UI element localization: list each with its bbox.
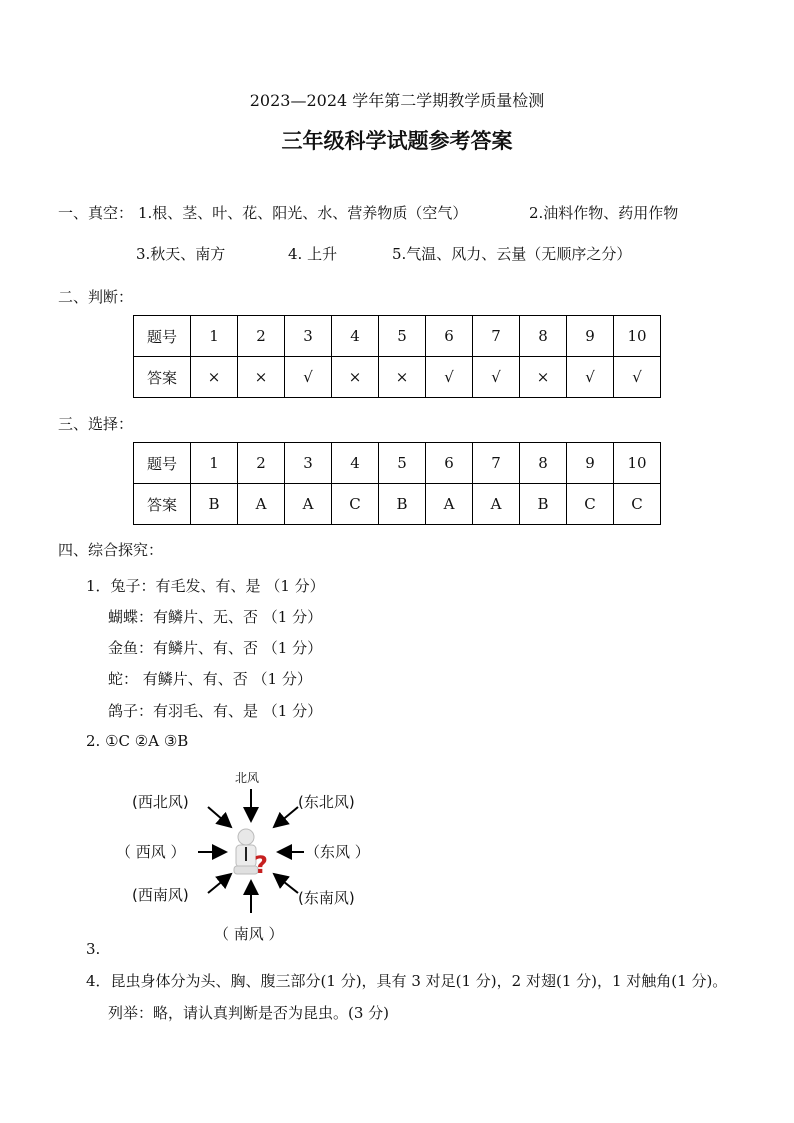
table-cell: 7 xyxy=(473,316,520,357)
table-cell: 5 xyxy=(379,316,426,357)
table-cell: C xyxy=(567,484,614,525)
table-cell: C xyxy=(332,484,379,525)
table-cell: 7 xyxy=(473,443,520,484)
arrow-southwest xyxy=(208,874,231,893)
table-cell: √ xyxy=(473,357,520,398)
table-cell: 4 xyxy=(332,316,379,357)
table-cell: 9 xyxy=(567,316,614,357)
wind-label-east: （东风 ） xyxy=(305,843,370,861)
wind-label-southwest: (西南风) xyxy=(132,886,189,904)
row-header-number: 题号 xyxy=(134,443,191,484)
q2-answer: 2. ①C ②A ③B xyxy=(86,732,189,750)
table-cell: × xyxy=(238,357,285,398)
wind-label-south: （ 南风 ） xyxy=(214,925,284,943)
wind-label-northeast: (东北风) xyxy=(298,793,355,811)
table-cell: 3 xyxy=(285,316,332,357)
table-cell: B xyxy=(379,484,426,525)
choice-answer-table xyxy=(133,442,661,525)
section1-item5: 5.气温、风力、云量（无顺序之分） xyxy=(392,245,632,263)
table-cell: × xyxy=(379,357,426,398)
table-cell: 9 xyxy=(567,443,614,484)
table-cell: 5 xyxy=(379,443,426,484)
q1-line: 1．兔子：有毛发、有、是 （1 分） xyxy=(86,577,325,595)
wind-label-northwest: (西北风) xyxy=(132,793,189,811)
table-cell: 1 xyxy=(191,443,238,484)
table-cell: A xyxy=(426,484,473,525)
table-row xyxy=(134,316,661,357)
table-cell: 10 xyxy=(614,316,661,357)
table-cell: A xyxy=(238,484,285,525)
section3-label: 三、选择： xyxy=(58,415,134,433)
table-cell: √ xyxy=(426,357,473,398)
section1-item2: 2.油料作物、药用作物 xyxy=(529,204,679,222)
table-cell: 4 xyxy=(332,443,379,484)
section1-item1: 1.根、茎、叶、花、阳光、水、营养物质（空气） xyxy=(138,204,468,222)
q1-line: 蝴蝶：有鳞片、无、否 （1 分） xyxy=(108,608,323,626)
arrow-northwest xyxy=(208,807,231,827)
table-cell: B xyxy=(520,484,567,525)
q3-label: 3. xyxy=(86,940,101,958)
table-cell: × xyxy=(191,357,238,398)
section1-label: 一、真空： xyxy=(58,204,134,222)
judgment-answer-table xyxy=(133,315,661,398)
table-cell: 6 xyxy=(426,443,473,484)
thinking-figure-icon xyxy=(234,829,268,879)
table-cell: √ xyxy=(567,357,614,398)
table-cell: 2 xyxy=(238,316,285,357)
table-row xyxy=(134,443,661,484)
q4-answer: 4．昆虫身体分为头、胸、腹三部分(1 分)，具有 3 对足(1 分)，2 对翅(1 分)，1 对触角(1 分)。 xyxy=(86,972,728,990)
table-cell: 6 xyxy=(426,316,473,357)
table-cell: 8 xyxy=(520,316,567,357)
table-row xyxy=(134,484,661,525)
q1-line: 金鱼：有鳞片、有、否 （1 分） xyxy=(108,639,323,657)
table-cell: A xyxy=(285,484,332,525)
section4-label: 四、综合探究： xyxy=(58,541,164,559)
arrow-northeast xyxy=(274,807,298,827)
q1-line: 蛇： 有鳞片、有、否 （1 分） xyxy=(108,670,312,688)
wind-label-west: （ 西风 ） xyxy=(116,843,186,861)
table-cell: B xyxy=(191,484,238,525)
table-cell: 8 xyxy=(520,443,567,484)
table-row xyxy=(134,357,661,398)
table-cell: 10 xyxy=(614,443,661,484)
section2-label: 二、判断： xyxy=(58,288,134,306)
table-cell: A xyxy=(473,484,520,525)
row-header-number: 题号 xyxy=(134,316,191,357)
table-cell: × xyxy=(332,357,379,398)
table-cell: 1 xyxy=(191,316,238,357)
q1-line: 鸽子：有羽毛、有、是 （1 分） xyxy=(108,702,323,720)
answer-key-title: 三年级科学试题参考答案 xyxy=(281,129,513,153)
section1-item3: 3.秋天、南方 xyxy=(136,245,226,263)
arrow-southeast xyxy=(274,874,298,893)
row-header-answer: 答案 xyxy=(134,484,191,525)
svg-text:?: ? xyxy=(254,851,268,879)
table-cell: √ xyxy=(285,357,332,398)
row-header-answer: 答案 xyxy=(134,357,191,398)
q4-examples: 列举：略，请认真判断是否为昆虫。(3 分) xyxy=(108,1004,390,1022)
table-cell: √ xyxy=(614,357,661,398)
wind-label-southeast: (东南风) xyxy=(298,889,355,907)
exam-title: 2023—2024 学年第二学期教学质量检测 xyxy=(249,91,545,110)
wind-label-north: 北风 xyxy=(235,771,260,785)
table-cell: × xyxy=(520,357,567,398)
table-cell: 3 xyxy=(285,443,332,484)
table-cell: C xyxy=(614,484,661,525)
table-cell: 2 xyxy=(238,443,285,484)
section1-item4: 4. 上升 xyxy=(288,245,338,263)
wind-direction-diagram xyxy=(110,765,400,945)
